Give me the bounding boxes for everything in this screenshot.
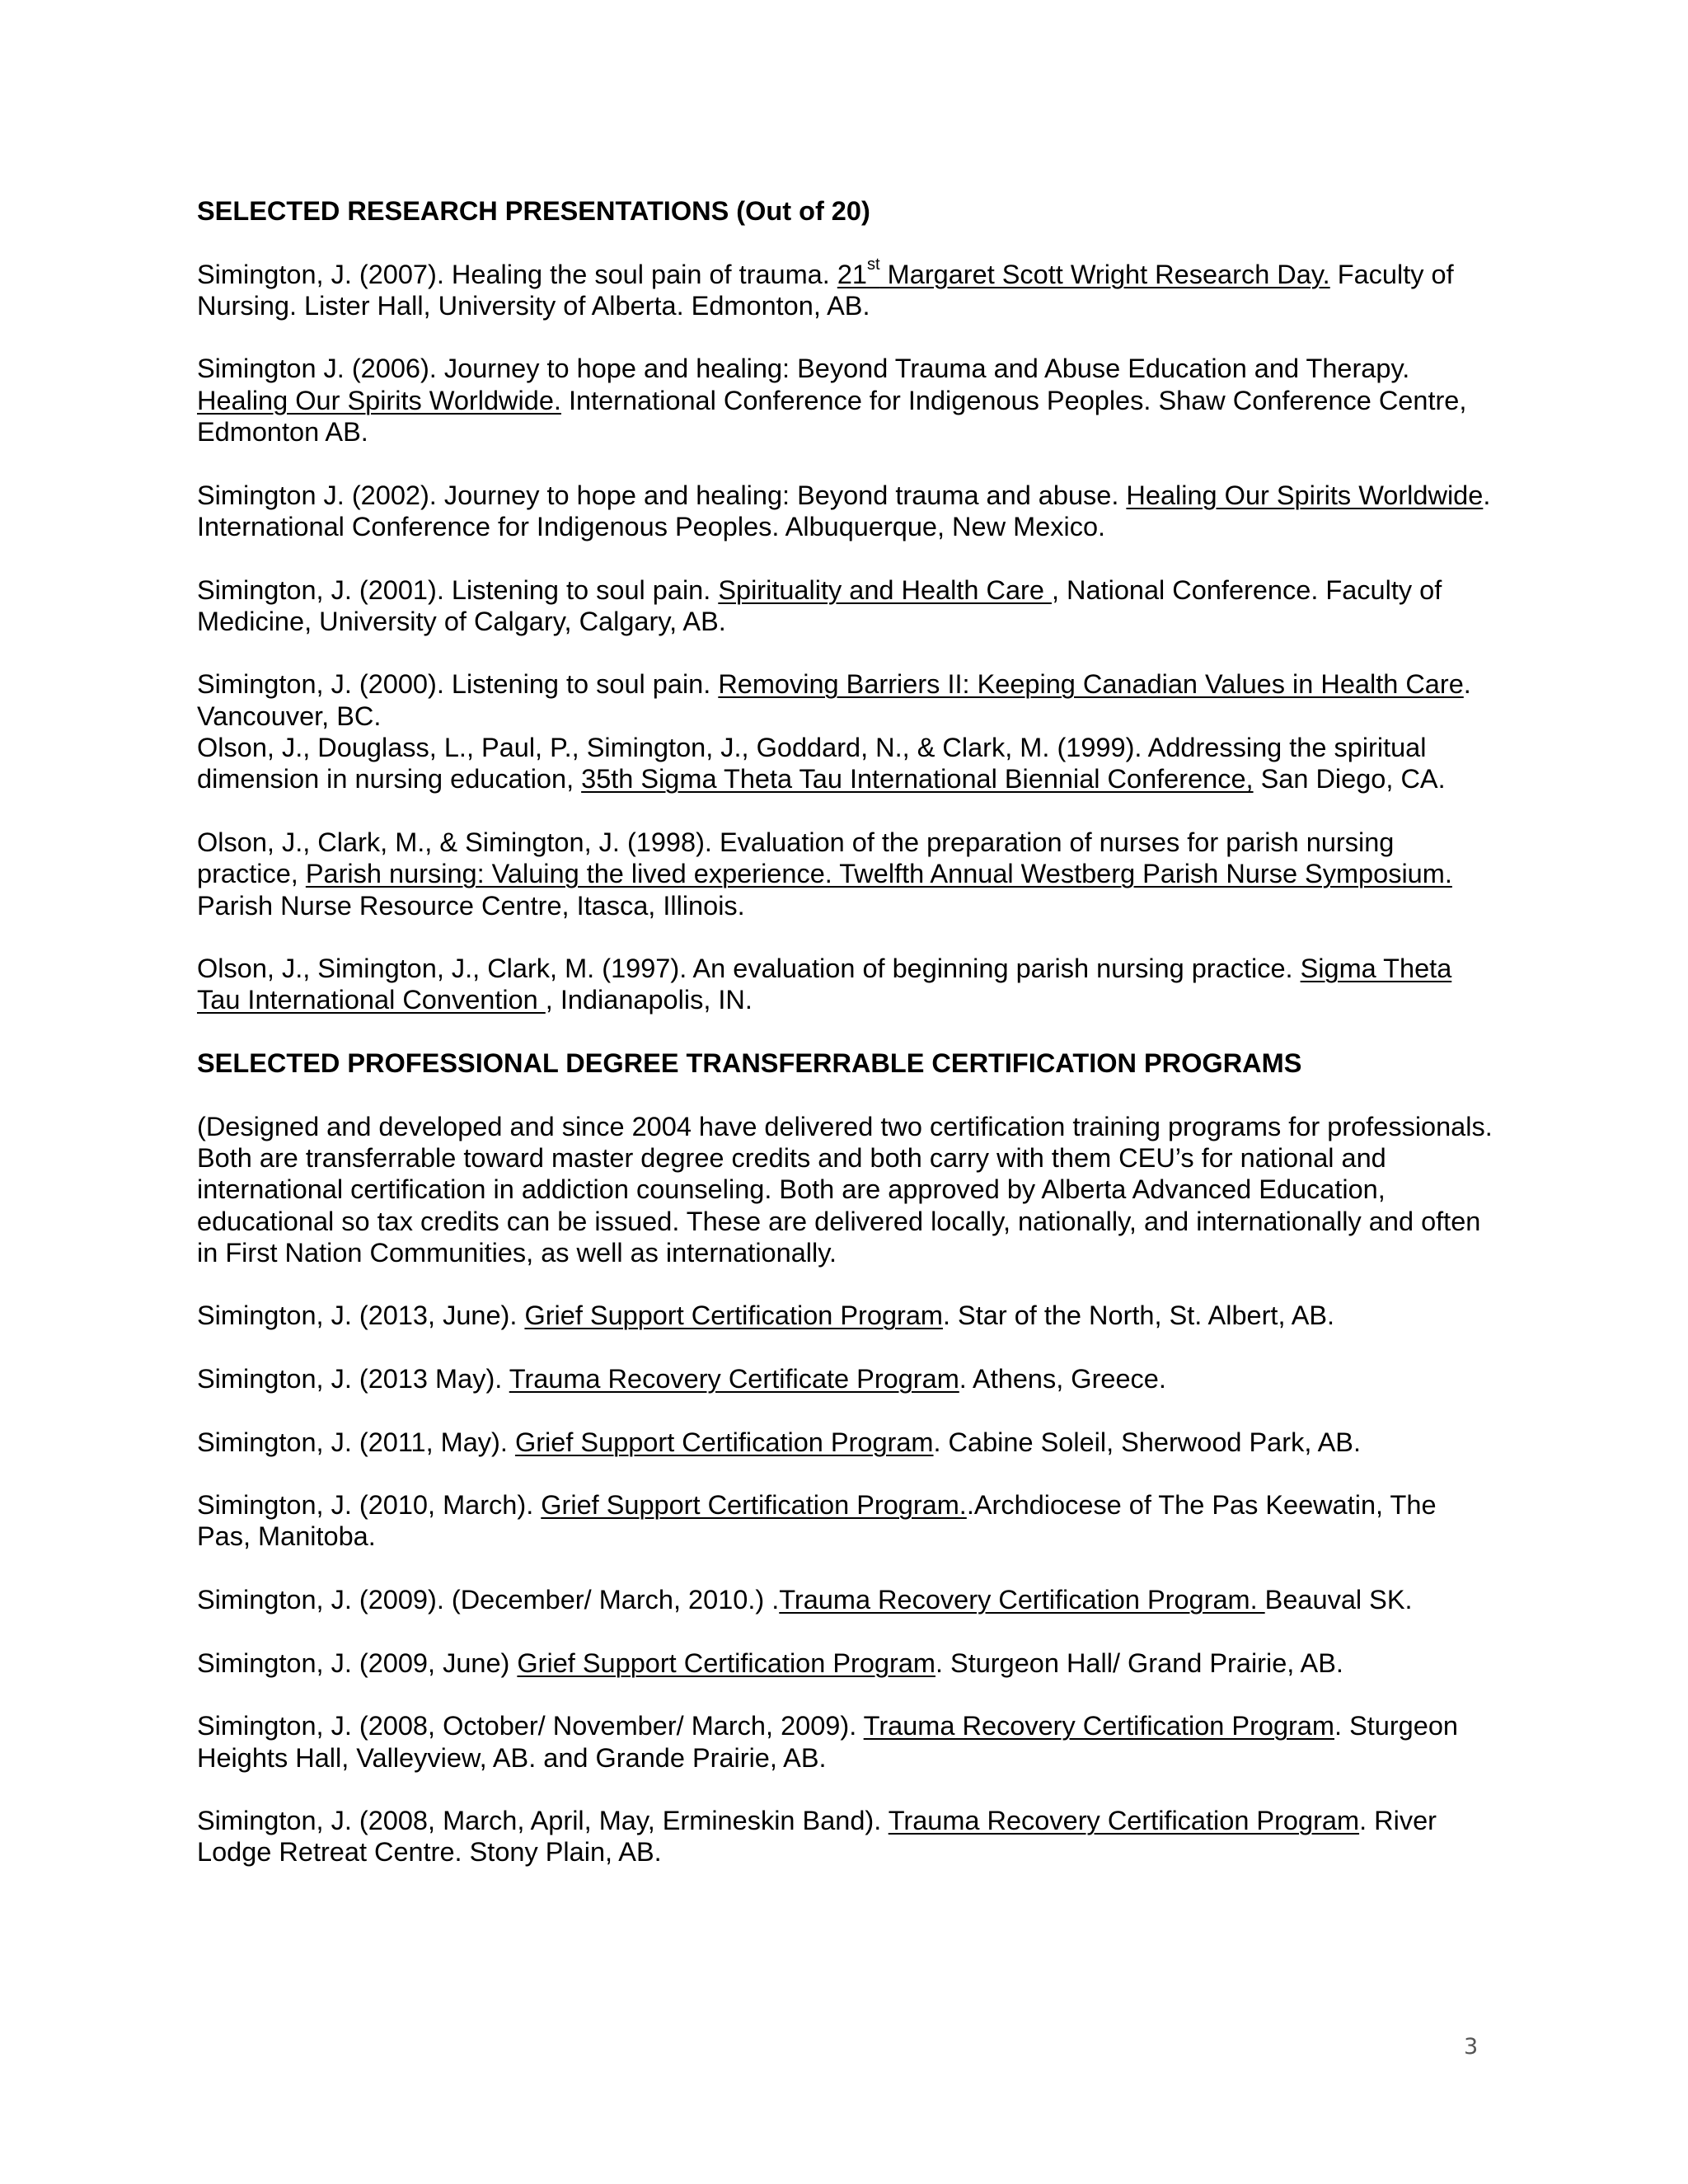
event-title: Parish nursing: Valuing the lived experience. Twelfth Annual Westberg Parish Nurse Symposium. (305, 859, 1452, 889)
cert-entry-2008-october: Simington, J. (2008, October/ November/ March, 2009). Trauma Recovery Certification Program. Sturgeon Heights Hall, Valleyview, AB. and Grande Prairie, AB. (197, 1711, 1458, 1773)
program-title: Grief Support Certification Program (517, 1647, 935, 1678)
event-title: Healing Our Spirits Worldwide. (197, 385, 561, 415)
certification-programs-heading: SELECTED PROFESSIONAL DEGREE TRANSFERRABLE CERTIFICATION PROGRAMS (197, 1048, 1302, 1079)
event-title: Healing Our Spirits Worldwide (1126, 480, 1484, 510)
program-title: Trauma Recovery Certificate Program (509, 1363, 959, 1394)
cert-entry-2010: Simington, J. (2010, March). Grief Support Certification Program..Archdiocese of The Pas Keewatin, The Pas, Manitoba. (197, 1490, 1437, 1552)
cert-entry-2013-june: Simington, J. (2013, June). Grief Support Certification Program. Star of the North, St. Albert, AB. (197, 1301, 1335, 1331)
program-title: Trauma Recovery Certification Program. (779, 1585, 1265, 1615)
program-title: Grief Support Certification Program. (541, 1490, 967, 1521)
cert-entry-2008-march: Simington, J. (2008, March, April, May, Ermineskin Band). Trauma Recovery Certification Program. River Lodge Retreat Centre. Stony Plain, AB. (197, 1806, 1437, 1868)
cert-entry-2011: Simington, J. (2011, May). Grief Support Certification Program. Cabine Soleil, Sherwood Park, AB. (197, 1427, 1361, 1457)
research-entry-2000: Simington, J. (2000). Listening to soul pain. Removing Barriers II: Keeping Canadian Values in Health Care. Vancouver, BC. (197, 669, 1471, 731)
research-entry-2002: Simington J. (2002). Journey to hope and healing: Beyond trauma and abuse. Healing Our Spirits Worldwide. International Conference for Indigenous Peoples. Albuquerque, New Mexico. (197, 480, 1491, 541)
event-title: Spirituality and Health Care (718, 574, 1052, 605)
program-title: Trauma Recovery Certification Program (863, 1711, 1335, 1741)
program-title: Grief Support Certification Program (524, 1301, 943, 1331)
document-page (197, 195, 1495, 1868)
research-entry-1997: Olson, J., Simington, J., Clark, M. (1997). An evaluation of beginning parish nursing practice. Sigma Theta Tau International Convention , Indianapolis, IN. (197, 954, 1452, 1015)
research-entry-1998: Olson, J., Clark, M., & Simington, J. (1998). Evaluation of the preparation of nurses for parish nursing practice, Parish nursing: Valuing the lived experience. Twelfth Annual Westberg Parish Nurse Symposium. Parish Nurse Resource Centre, Itasca, Illinois. (197, 827, 1452, 921)
program-title: Trauma Recovery Certification Program (888, 1806, 1360, 1836)
page-number: 3 (1464, 2034, 1479, 2060)
cert-entry-2009-december: Simington, J. (2009). (December/ March, 2010.) .Trauma Recovery Certification Program. Beauval SK. (197, 1585, 1413, 1615)
research-presentations-heading: SELECTED RESEARCH PRESENTATIONS (Out of 20) (197, 196, 870, 226)
research-entry-2006: Simington J. (2006). Journey to hope and healing: Beyond Trauma and Abuse Education and Therapy. Healing Our Spirits Worldwide. International Conference for Indigenous Peoples. Shaw Conference Centre, Edmonton AB. (197, 354, 1467, 448)
event-title: Removing Barriers II: Keeping Canadian Values in Health Care (718, 669, 1464, 700)
cert-entry-2009-june: Simington, J. (2009, June) Grief Support Certification Program. Sturgeon Hall/ Grand Prairie, AB. (197, 1647, 1343, 1678)
research-entry-2001: Simington, J. (2001). Listening to soul pain. Spirituality and Health Care , National Conference. Faculty of Medicine, University of Calgary, Calgary, AB. (197, 574, 1442, 636)
research-entry-2007: Simington, J. (2007). Healing the soul pain of trauma. 21st Margaret Scott Wright Research Day. Faculty of Nursing. Lister Hall, University of Alberta. Edmonton, AB. (197, 255, 1454, 321)
certification-intro: (Designed and developed and since 2004 have delivered two certification training programs for professionals. Both are transferrable toward master degree credits and both carry with them CEU’s for national and international certification in addiction counseling. Both are approved by Alberta Advanced Education, educational so tax credits can be issued. These are delivered locally, nationally, and internationally and often in First Nation Communities, as well as internationally. (197, 1111, 1493, 1268)
cert-entry-2013-may: Simington, J. (2013 May). Trauma Recovery Certificate Program. Athens, Greece. (197, 1363, 1166, 1394)
research-entry-1999: Olson, J., Douglass, L., Paul, P., Simington, J., Goddard, N., & Clark, M. (1999). Addressing the spiritual dimension in nursing education, 35th Sigma Theta Tau International Biennial Conference, San Diego, CA. (197, 733, 1446, 794)
program-title: Grief Support Certification Program (514, 1427, 934, 1457)
event-title: Sigma Theta Tau International Convention (197, 954, 1452, 1015)
event-title: 35th Sigma Theta Tau International Biennial Conference, (581, 764, 1254, 794)
event-title: 21st Margaret Scott Wright Research Day. (837, 255, 1330, 289)
